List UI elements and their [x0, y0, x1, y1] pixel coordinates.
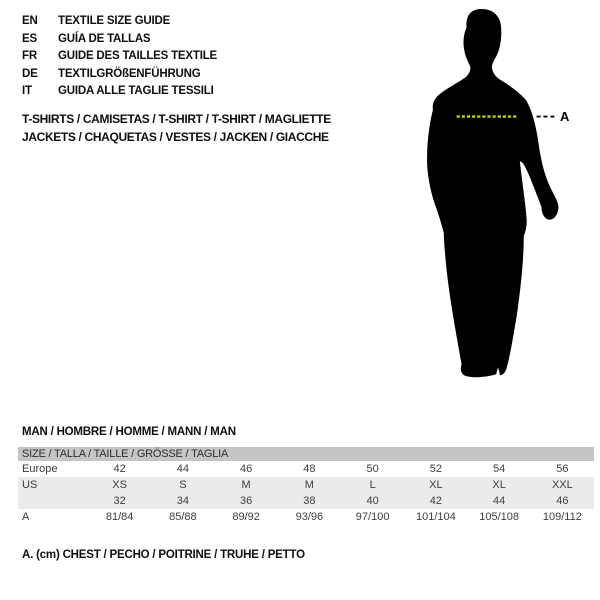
size-value-cell: 38 — [303, 495, 316, 507]
language-code: FR — [22, 50, 37, 62]
size-value-cell: XL — [429, 479, 443, 491]
size-table-body — [18, 461, 594, 525]
measurement-a-label: A — [560, 109, 570, 124]
language-code: IT — [22, 85, 32, 97]
size-value-cell: 54 — [493, 463, 506, 475]
size-table-row — [18, 509, 594, 525]
size-value-cell: 56 — [556, 463, 569, 475]
size-value-cell: 89/92 — [232, 511, 260, 523]
size-value-cell: 48 — [303, 463, 316, 475]
size-value-cell: M — [241, 479, 251, 491]
language-label: GUIDA ALLE TAGLIE TESSILI — [58, 85, 214, 97]
size-value-cell: XXL — [551, 479, 573, 491]
language-label: TEXTILGRÖßENFÜHRUNG — [58, 67, 201, 80]
language-label: TEXTILE SIZE GUIDE — [58, 15, 171, 27]
size-value-cell: 32 — [113, 495, 126, 507]
size-table — [18, 447, 594, 525]
size-table-row — [18, 493, 594, 509]
size-row-label: Europe — [22, 463, 58, 475]
language-label: GUÍA DE TALLAS — [58, 32, 151, 45]
size-table-header: SIZE / TALLA / TAILLE / GRÖSSE / TAGLIA — [18, 447, 594, 461]
man-silhouette-figure — [412, 5, 600, 390]
size-value-cell: S — [179, 479, 187, 491]
size-value-cell: XS — [112, 479, 127, 491]
measurement-footnote: A. (cm) CHEST / PECHO / POITRINE / TRUHE / PETTO — [22, 549, 305, 561]
size-row-label: US — [22, 479, 38, 491]
size-value-cell: 34 — [176, 495, 189, 507]
size-row-label: A — [22, 511, 30, 523]
size-value-cell: 109/112 — [542, 511, 582, 523]
language-list — [22, 13, 217, 101]
language-row — [22, 13, 217, 31]
size-value-cell: 97/100 — [355, 511, 390, 523]
man-silhouette-svg — [412, 5, 600, 390]
size-value-cell: 40 — [366, 495, 379, 507]
size-value-cell: M — [304, 479, 314, 491]
size-value-cell: L — [369, 479, 376, 491]
size-value-cell: 52 — [429, 463, 442, 475]
garment-category-line: T-SHIRTS / CAMISETAS / T-SHIRT / T-SHIRT / MAGLIETTE — [22, 112, 331, 126]
size-value-cell: 42 — [113, 463, 126, 475]
size-value-cell: 105/108 — [479, 511, 519, 523]
size-value-cell: 46 — [556, 495, 569, 507]
size-value-cell: 50 — [366, 463, 379, 475]
language-row — [22, 48, 217, 66]
language-label: GUIDE DES TAILLES TEXTILE — [58, 50, 217, 62]
section-title: MAN / HOMBRE / HOMME / MANN / MAN — [22, 426, 236, 438]
language-code: DE — [22, 67, 38, 80]
size-table-row — [18, 461, 594, 477]
garment-categories — [22, 110, 331, 146]
size-table-row — [18, 477, 594, 493]
language-code: ES — [22, 32, 37, 45]
size-row-label — [18, 493, 88, 509]
language-row — [22, 66, 217, 84]
size-value-cell: 101/104 — [415, 511, 456, 523]
language-row — [22, 31, 217, 49]
size-value-cell: 81/84 — [105, 511, 134, 523]
size-value-cell: 44 — [493, 495, 506, 507]
language-row — [22, 83, 217, 101]
size-value-cell: 46 — [240, 463, 253, 475]
language-code: EN — [22, 15, 38, 27]
man-silhouette — [427, 9, 558, 377]
size-value-cell: 44 — [176, 463, 189, 475]
size-value-cell: 93/96 — [295, 511, 324, 523]
size-value-cell: 85/88 — [169, 511, 197, 523]
size-value-cell: 42 — [429, 495, 442, 507]
garment-category-line: JACKETS / CHAQUETAS / VESTES / JACKEN / GIACCHE — [22, 130, 329, 144]
size-value-cell: XL — [492, 479, 506, 491]
size-value-cell: 36 — [240, 495, 253, 507]
